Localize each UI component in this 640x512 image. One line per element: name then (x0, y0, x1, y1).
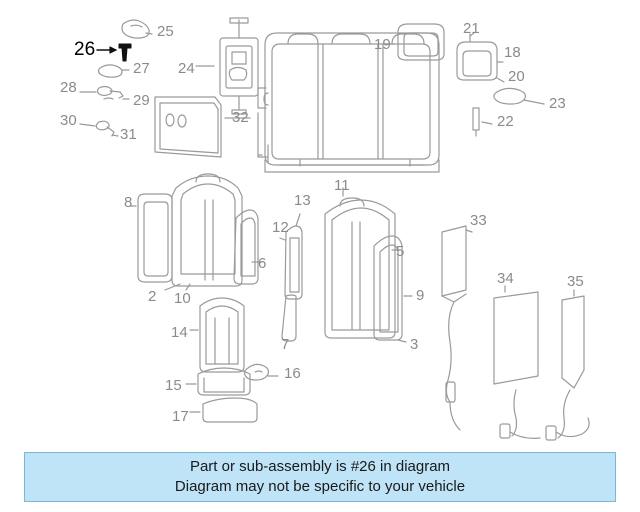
caption-line-1: Part or sub-assembly is #26 in diagram (189, 457, 451, 475)
callout-8: 8 (124, 194, 133, 211)
callout-34: 34 (497, 270, 514, 287)
callout-22: 22 (497, 113, 514, 130)
callout-19: 19 (374, 36, 391, 53)
callout-3: 3 (410, 336, 419, 353)
callout-29: 29 (133, 92, 150, 109)
callout-26-highlighted: 26 (74, 39, 96, 60)
callout-9: 9 (416, 287, 425, 304)
callout-7: 7 (281, 336, 290, 353)
callout-16: 16 (284, 365, 301, 382)
caption-line-2: Diagram may not be specific to your vehicle (174, 478, 466, 495)
callout-21: 21 (463, 20, 480, 37)
callout-20: 20 (508, 68, 525, 85)
callout-5: 5 (396, 243, 405, 260)
callout-15: 15 (165, 377, 182, 394)
callout-35: 35 (567, 273, 584, 290)
callout-28: 28 (60, 79, 77, 96)
callout-18: 18 (504, 44, 521, 61)
callout-14: 14 (171, 324, 188, 341)
callout-25: 25 (157, 23, 174, 40)
caption-banner (24, 452, 616, 502)
callout-27: 27 (133, 60, 150, 77)
callout-2: 2 (148, 288, 157, 305)
callout-17: 17 (172, 408, 189, 425)
callout-6: 6 (258, 255, 267, 272)
callout-13: 13 (294, 192, 311, 209)
callout-31: 31 (120, 126, 137, 143)
callout-12: 12 (272, 219, 289, 236)
callout-11: 11 (334, 177, 350, 194)
callout-23: 23 (549, 95, 566, 112)
callout-32: 32 (232, 109, 249, 126)
callout-33: 33 (470, 212, 487, 229)
callout-24: 24 (178, 60, 195, 77)
callout-10: 10 (174, 290, 191, 307)
callout-30: 30 (60, 112, 77, 129)
